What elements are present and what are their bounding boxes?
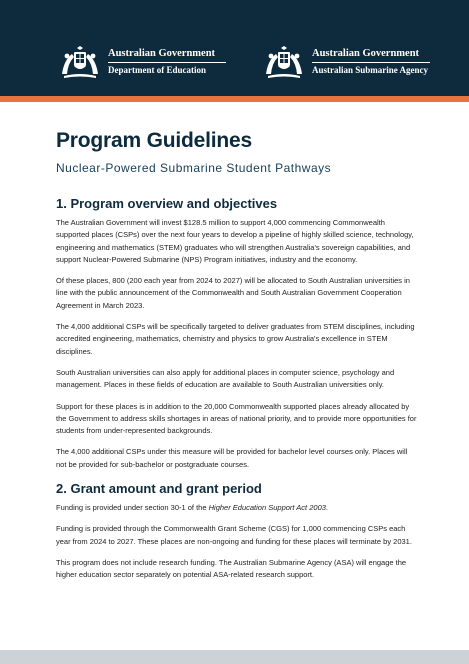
paragraph-funding-source	[56, 502, 418, 514]
paragraph: Of these places, 800 (200 each year from 2024 to 2027) will be allocated to South Australian universities in line with the public announcement of the Commonwealth and South Australian Government Cooperation Agreement in March 2023.	[56, 276, 410, 310]
header-banner	[0, 0, 469, 96]
page-subtitle: Nuclear-Powered Submarine Student Pathways	[56, 161, 332, 175]
funding-end-text: .	[325, 503, 329, 513]
paragraph: The 4,000 additional CSPs will be specifically targeted to deliver graduates from STEM disciplines, including accredited engineering, mathematics, chemistry and physics to grow Australia's excellence in STEM disciplines.	[56, 322, 415, 356]
paragraph: Funding is provided through the Commonwealth Grant Scheme (CGS) for 1,000 commencing CSPs each year from 2024 to 2027. These places are non-ongoing and funding for these places will terminate by 2031.	[56, 524, 412, 546]
government-name: Australian Government	[312, 48, 420, 59]
footer-bar	[0, 650, 469, 664]
funding-intro-text: Funding is provided under section 30-1 of the	[56, 503, 209, 513]
agency-name: Australian Submarine Agency	[312, 65, 429, 75]
paragraph: Support for these places is in addition to the 20,000 Commonwealth supported places already allocated by the Government to address skills shortages in areas of national priority, and to provide more opportunities for students from under-represented backgrounds.	[56, 401, 417, 436]
paragraph: The Australian Government will invest $128.5 million to support 4,000 commencing Commonwealth supported places (CSPs) over the next four years to develop a pipeline of highly skilled science, technology, engineering and mathematics (STEM) graduates who will strengthen Australia's sovereign capabilities, and support Nuclear-Powered Submarine (NPS) Program initiatives, industry and the economy.	[56, 218, 414, 264]
section-heading-grant: 2. Grant amount and grant period	[56, 481, 262, 497]
accent-bar	[0, 96, 469, 102]
department-name: Department of Education	[108, 65, 206, 75]
document-body	[56, 128, 418, 582]
section-heading-overview: 1. Program overview and objectives	[56, 196, 278, 211]
paragraph: This program does not include research funding. The Australian Submarine Agency (ASA) will engage the higher education sector separately on potential ASA-related research support.	[56, 557, 407, 580]
logo-divider	[312, 62, 430, 63]
department-of-education-logo	[58, 44, 226, 80]
act-name: Higher Education Support Act 2003	[208, 503, 326, 513]
logo-divider	[108, 62, 226, 63]
coat-of-arms-icon	[262, 44, 306, 80]
coat-of-arms-icon	[58, 44, 102, 80]
paragraph: The 4,000 additional CSPs under this measure will be provided for bachelor level courses only. Places will not be provided for sub-bachelor or postgraduate courses.	[56, 447, 408, 469]
australian-submarine-agency-logo	[262, 44, 430, 80]
page-title: Program Guidelines	[56, 129, 252, 152]
paragraph: South Australian universities can also apply for additional places in computer science, psychology and management. Places in these fields of education are available to South Australian universities only.	[56, 367, 395, 390]
government-name: Australian Government	[108, 48, 216, 59]
